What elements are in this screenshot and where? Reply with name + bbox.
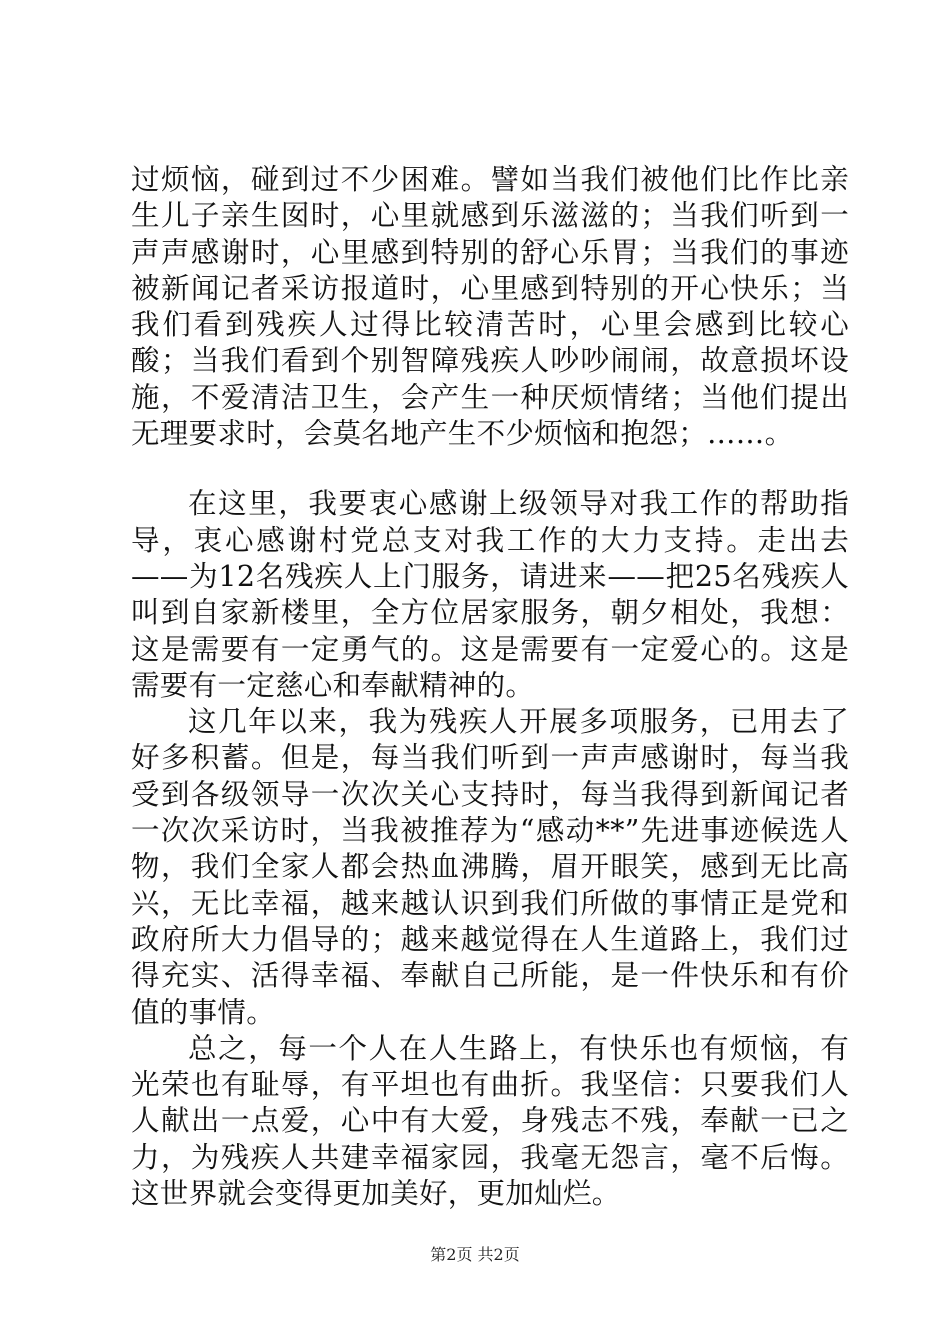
page-footer: 第2页 共2页 <box>430 1245 520 1264</box>
paragraph-service: 这几年以来，我为残疾人开展多项服务，已用去了好多积蓄。但是，每当我们听到一声声感谢时，每当我受到各级领导一次次关心支持时，每当我得到新闻记者一次次采访时，当我被推荐为“感动**”先进事迹候选人物，我们全家人都会热血沸腾，眉开眼笑，感到无比高兴，无比幸福，越来越认识到我们所做的事情正是党和政府所大力倡导的；越来越觉得在人生道路上，我们过得充实、活得幸福、奉献自己所能，是一件快乐和有价值的事情。 <box>131 705 849 1029</box>
paragraph-thanks: 在这里，我要衷心感谢上级领导对我工作的帮助指导，衷心感谢村党总支对我工作的大力支持。走出去——为12名残疾人上门服务，请进来——把25名残疾人叫到自家新楼里，全方位居家服务，朝夕相处，我想：这是需要有一定勇气的。这是需要有一定爱心的。这是需要有一定慈心和奉献精神的。 <box>131 487 849 702</box>
paragraph-gap <box>131 452 849 486</box>
paragraph-continuation: 过烦恼，碰到过不少困难。譬如当我们被他们比作比亲生儿子亲生囡时，心里就感到乐滋滋的；当我们听到一声声感谢时，心里感到特别的舒心乐胃；当我们的事迹被新闻记者采访报道时，心里感到特别的开心快乐；当我们看到残疾人过得比较清苦时，心里会感到比较心酸；当我们看到个别智障残疾人吵吵闹闹，故意损坏设施，不爱清洁卫生，会产生一种厌烦情绪；当他们提出无理要求时，会莫名地产生不少烦恼和抱怨；……。 <box>131 163 849 451</box>
paragraph-conclusion: 总之，每一个人在人生路上，有快乐也有烦恼，有光荣也有耻辱，有平坦也有曲折。我坚信：只要我们人人献出一点爱，心中有大爱，身残志不残，奉献一已之力，为残疾人共建幸福家园，我毫无怨言，毫不后悔。这世界就会变得更加美好，更加灿烂。 <box>131 1031 849 1211</box>
document-body <box>131 162 849 1212</box>
